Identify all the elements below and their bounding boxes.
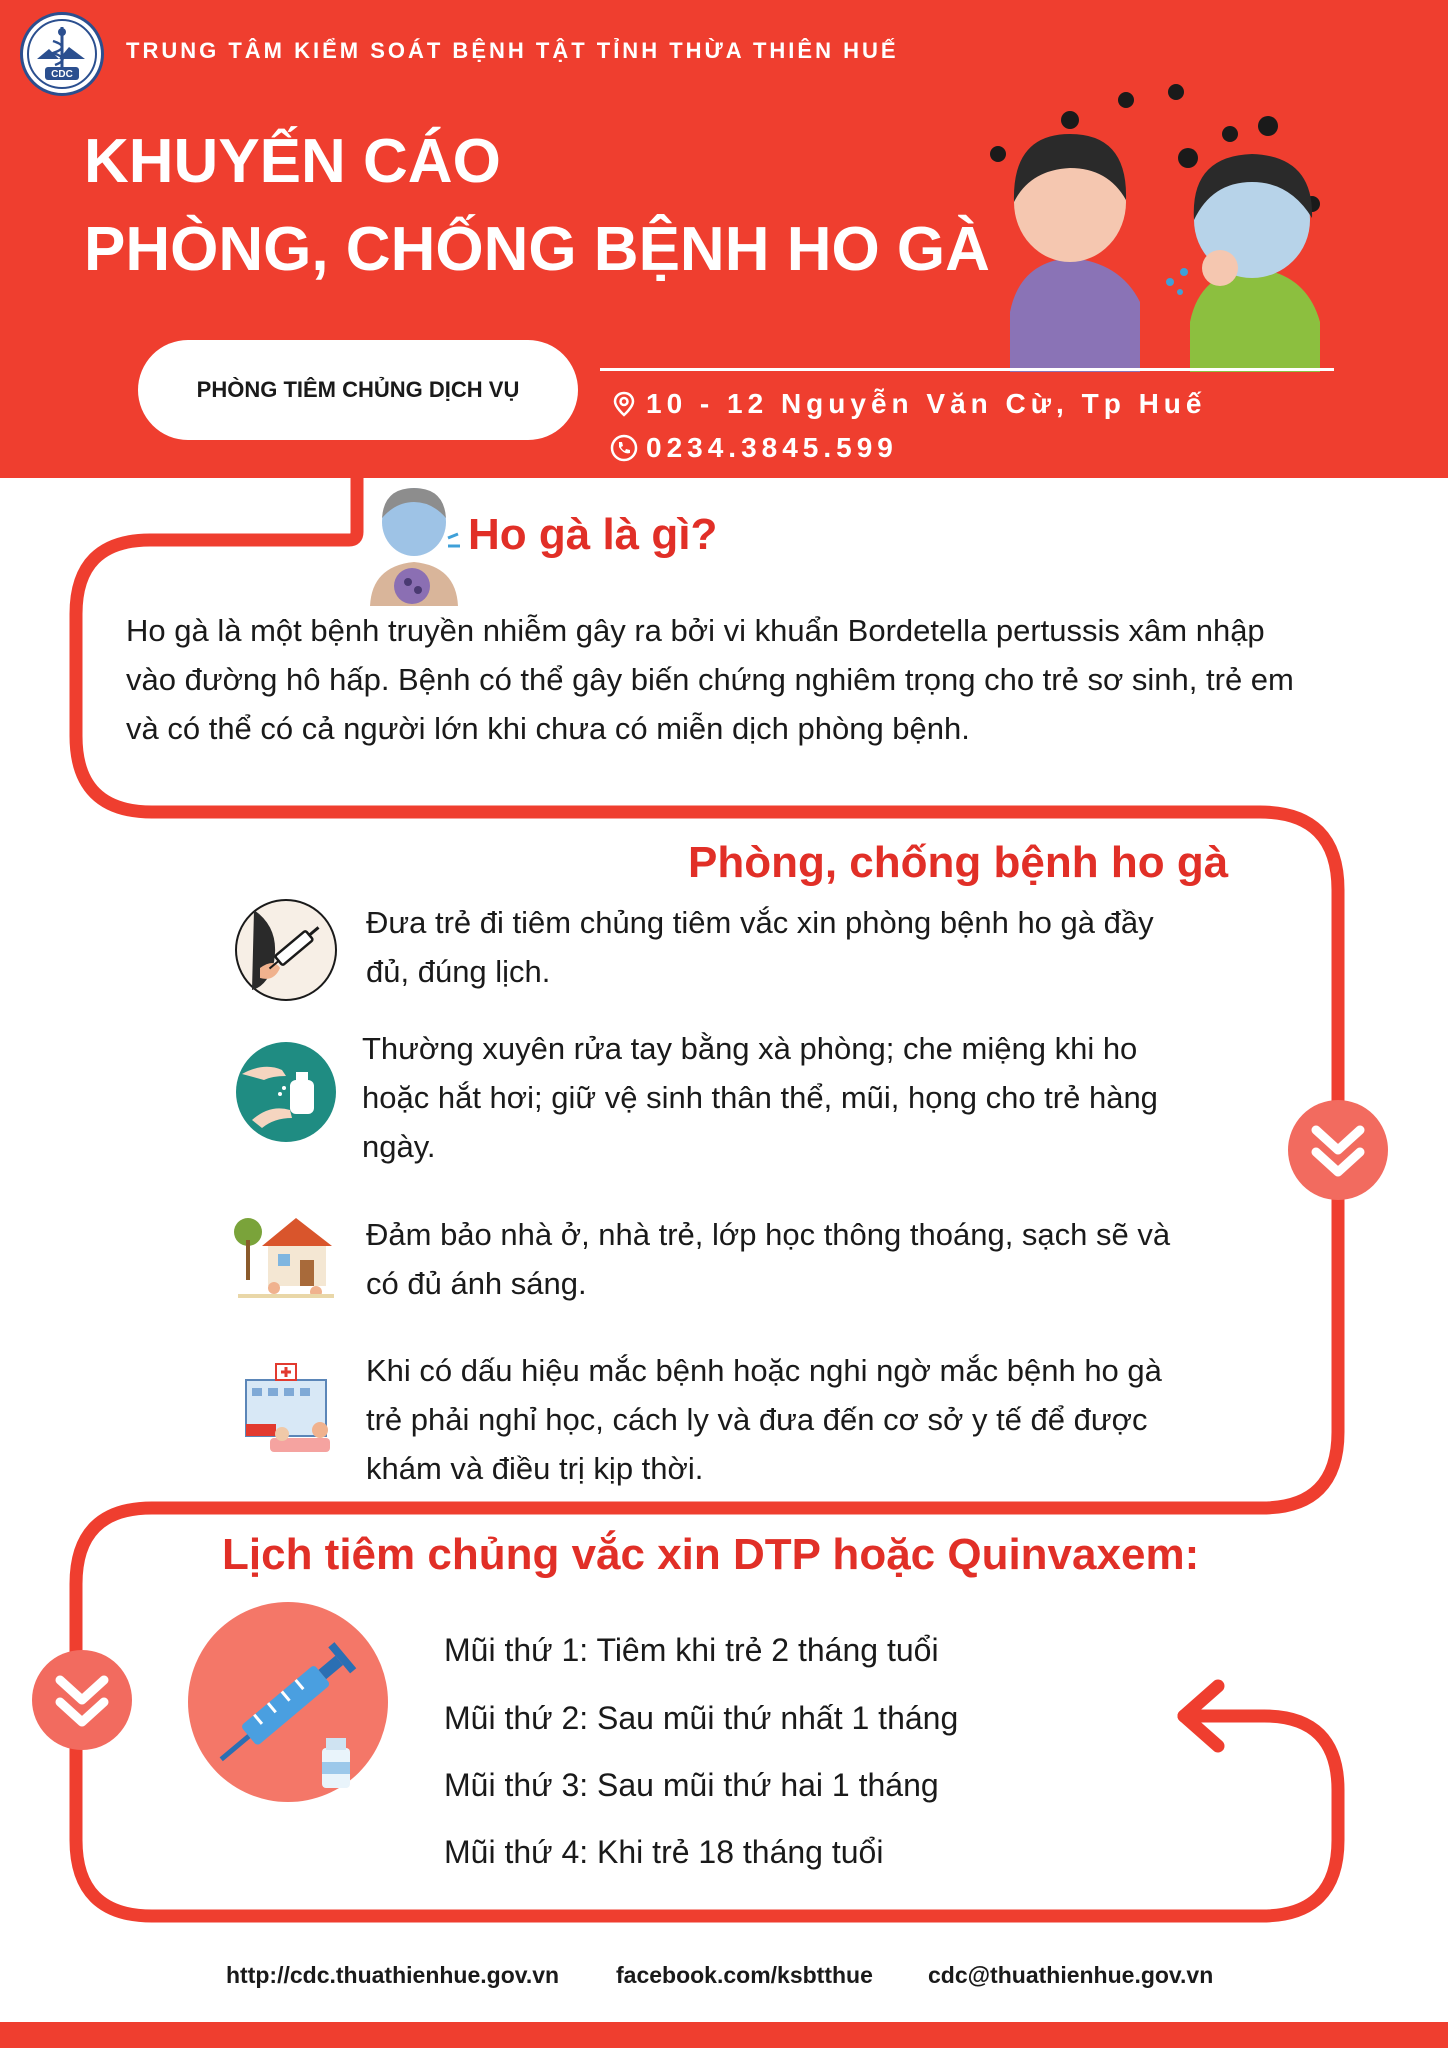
vaccination-icon xyxy=(234,898,338,1002)
address-text: 10 - 12 Nguyễn Văn Cừ, Tp Huế xyxy=(646,388,1207,419)
organization-name: TRUNG TÂM KIỂM SOÁT BỆNH TẬT TỈNH THỪA THIÊN HUẾ xyxy=(126,38,899,63)
prevention-item-4: Khi có dấu hiệu mắc bệnh hoặc nghi ngờ mắc bệnh ho gà trẻ phải nghỉ học, cách ly và đưa đến cơ sở y tế để được khám và điều trị kịp thời. xyxy=(366,1353,1162,1486)
phone-line xyxy=(610,432,898,464)
prevention-item-1: Đưa trẻ đi tiêm chủng tiêm vắc xin phòng bệnh ho gà đầy đủ, đúng lịch. xyxy=(366,905,1154,989)
header-divider xyxy=(600,368,1334,371)
sick-people-illustration xyxy=(990,72,1340,372)
section-heading-prevention: Phòng, chống bệnh ho gà xyxy=(688,838,1229,887)
facebook-link[interactable]: facebook.com/ksbtthue xyxy=(616,1962,873,1988)
hand-washing-icon xyxy=(234,1040,338,1144)
website-link[interactable]: http://cdc.thuathienhue.gov.vn xyxy=(226,1962,560,1988)
clinic-label-pill xyxy=(138,340,578,440)
prevention-item-3: Đảm bảo nhà ở, nhà trẻ, lớp học thông thoáng, sạch sẽ và có đủ ánh sáng. xyxy=(366,1217,1171,1301)
house-icon xyxy=(234,1200,338,1304)
footer-bar xyxy=(0,2022,1448,2048)
clinic-label: PHÒNG TIÊM CHỦNG DỊCH VỤ xyxy=(196,377,520,402)
chevron-down-icon xyxy=(32,1650,132,1750)
logo-text: CDC xyxy=(51,69,73,80)
coughing-man-icon xyxy=(362,482,462,606)
email-link[interactable]: cdc@thuathienhue.gov.vn xyxy=(928,1962,1214,1988)
section-intro-text: Ho gà là một bệnh truyền nhiễm gây ra bởi vi khuẩn Bordetella pertussis xâm nhập vào đường hô hấp. Bệnh có thể gây biến chứng nghiêm trọng cho trẻ sơ sinh, trẻ em và có thể có cả người lớn khi chưa có miễn dịch phòng bệnh. xyxy=(126,613,1294,746)
page-title-line1: KHUYẾN CÁO xyxy=(84,127,501,196)
address-line xyxy=(610,388,1206,420)
dose-item-3: Mũi thứ 3: Sau mũi thứ hai 1 tháng xyxy=(444,1767,939,1803)
syringe-icon xyxy=(188,1602,388,1802)
hospital-icon xyxy=(240,1360,344,1464)
section-heading-what-is: Ho gà là gì? xyxy=(468,510,718,559)
chevron-down-icon xyxy=(1288,1100,1388,1200)
dose-item-4: Mũi thứ 4: Khi trẻ 18 tháng tuổi xyxy=(444,1834,884,1870)
cdc-logo xyxy=(20,12,104,96)
prevention-item-2: Thường xuyên rửa tay bằng xà phòng; che miệng khi ho hoặc hắt hơi; giữ vệ sinh thân thể, mũi, họng cho trẻ hàng ngày. xyxy=(362,1031,1158,1164)
section-heading-schedule: Lịch tiêm chủng vắc xin DTP hoặc Quinvaxem: xyxy=(222,1530,1200,1579)
dose-item-1: Mũi thứ 1: Tiêm khi trẻ 2 tháng tuổi xyxy=(444,1632,939,1668)
page-title-line2: PHÒNG, CHỐNG BỆNH HO GÀ xyxy=(84,215,990,284)
dose-item-2: Mũi thứ 2: Sau mũi thứ nhất 1 tháng xyxy=(444,1700,959,1736)
phone-text: 0234.3845.599 xyxy=(646,432,898,463)
phone-icon xyxy=(610,434,638,462)
location-pin-icon xyxy=(610,390,638,418)
